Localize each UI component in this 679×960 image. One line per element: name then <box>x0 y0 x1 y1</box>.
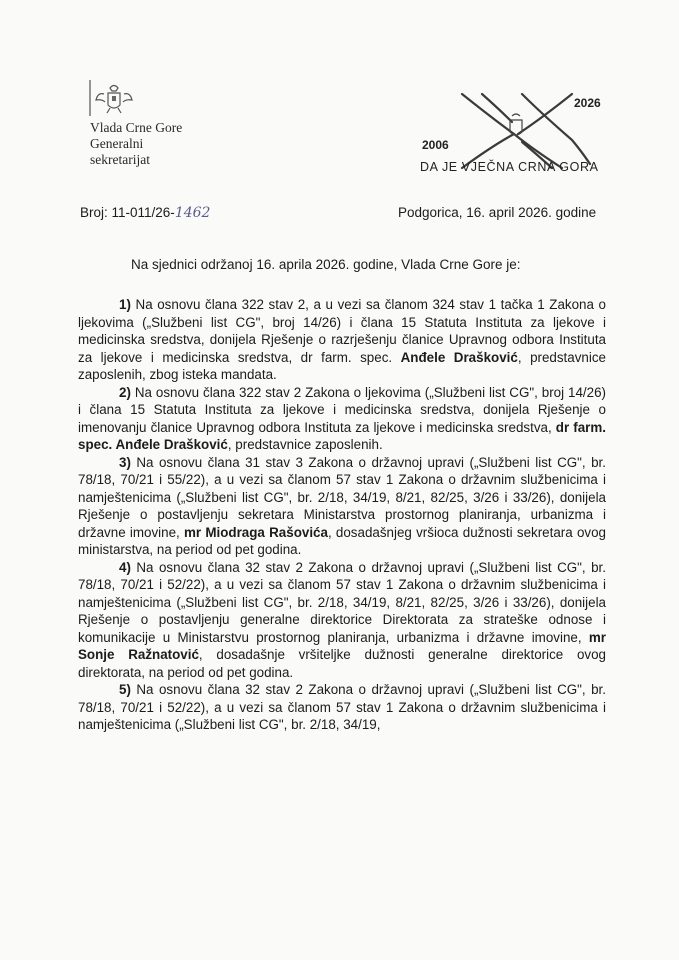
item-text: Na osnovu člana 32 stav 2 Zakona o državnoj upravi („Službeni list CG", br. 78/18, 70/21 i 52/22), a u vezi sa članom 57 stav 1 Zakona o državnim službenicima i namještenicima („Službeni list CG", br. 2/18, 34/19, <box>78 682 606 732</box>
item-text: , predstavnice zaposlenih, zbog isteka mandata. <box>78 349 606 382</box>
institution-line: sekretarijat <box>90 152 150 167</box>
item-text: , dosadašnjeg vršioca dužnosti sekretara ovog ministarstva, na period od pet godina. <box>78 524 606 557</box>
item-text: Na osnovu člana 322 stav 2 Zakona o ljekovima („Službeni list CG", broj 14/26) i člana 15 Statuta Instituta za ljekove i medicinska sredstva, donijela Rješenje o imenovanju članice Upravnog odbora Instituta za ljekove i medicinska sredstva, <box>78 384 606 435</box>
reference-number <box>80 205 210 221</box>
person-name: mr Miodraga Rašovića <box>184 524 328 540</box>
decision-item <box>78 681 606 734</box>
place-date: Podgorica, 16. april 2026. godine <box>398 205 597 220</box>
person-name: Anđele Drašković <box>400 349 518 365</box>
decisions-list <box>78 296 606 734</box>
reference-number-label: Broj: 11-011/26- <box>80 205 175 220</box>
decision-item <box>78 559 606 682</box>
decision-item <box>78 454 606 559</box>
item-text: Na osnovu člana 31 stav 3 Zakona o državnoj upravi („Službeni list CG", br. 78/18, 70/21 i 55/22), a u vezi sa članom 57 stav 1 Zakona o državnim službenicima i namještenicima („Službeni list CG", br. 2/18, 34/19, 8/21, 82/25, 3/26 i 33/26), donijela Rješenje o postavljenju sekretara Ministarstva prostornog planiranja, urbanizma i državne imovine, <box>78 454 606 540</box>
item-number: 5) <box>119 682 131 697</box>
item-text: , predstavnice zaposlenih. <box>227 437 383 452</box>
logo-year-start: 2006 <box>422 138 449 152</box>
item-text: , dosadašnje vršiteljke dužnosti generalne direktorice ovog direktorata, na period od pet godina. <box>78 647 607 680</box>
item-number: 2) <box>119 384 131 400</box>
item-number: 3) <box>119 454 131 470</box>
item-text: Na osnovu člana 322 stav 2, a u vezi sa članom 324 stav 1 tačka 1 Zakona o ljekovima („Službeni list CG", broj 14/26) i člana 15 Statuta Instituta za ljekove i medicinska sredstva, donijela Rješenje o razrješenju članice Upravnog odbora Instituta za ljekove i medicinska sredstva, dr farm. spec. <box>78 297 606 365</box>
coat-of-arms-icon <box>88 80 140 116</box>
logo-year-end: 2026 <box>574 96 601 110</box>
item-number: 4) <box>119 559 131 575</box>
logo-slogan: DA JE VJEČNA CRNA GORA <box>420 160 599 174</box>
item-text: Na osnovu člana 32 stav 2 Zakona o državnoj upravi („Službeni list CG", br. 78/18, 70/21 i 52/22), a u vezi sa članom 57 stav 1 Zakona o državnim službenicima i namještenicima („Službeni list CG", br. 2/18, 34/19, 8/21, 82/25, 3/26 i 33/26), donijela Rješenje o postavljenju generalne direktorice Direktorata za strateške odnose i komunikacije u Ministarstvu prostornog planiranja, urbanizma i državne imovine, <box>78 559 606 645</box>
handwritten-number: 1462 <box>174 205 211 221</box>
person-name: dr farm. spec. Anđele Drašković <box>78 419 606 452</box>
decision-item <box>78 296 606 384</box>
institution-line: Generalni <box>90 136 144 151</box>
institution-line: Vlada Crne Gore <box>90 120 183 135</box>
person-name: mr Sonje Ražnatović <box>78 629 606 662</box>
item-number: 1) <box>119 297 131 312</box>
institution-name <box>90 120 182 168</box>
intro-sentence: Na sjednici održanoj 16. aprila 2026. godine, Vlada Crne Gore je: <box>131 257 521 272</box>
decision-item <box>78 384 606 454</box>
